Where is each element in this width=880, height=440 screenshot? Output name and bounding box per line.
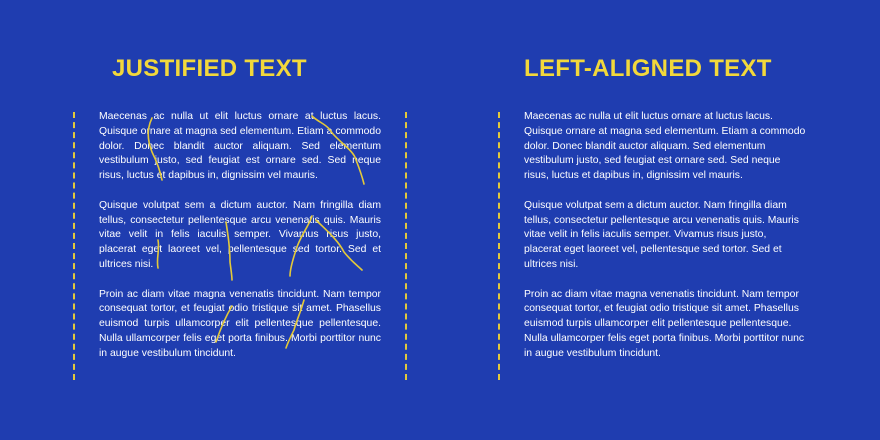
left-aligned-text-column bbox=[524, 110, 806, 376]
left-aligned-text-title: LEFT-ALIGNED TEXT bbox=[524, 55, 772, 82]
left-margin-guide bbox=[73, 112, 75, 380]
paragraph: Maecenas ac nulla ut elit luctus ornare at luctus lacus. Quisque ornare at magna sed elementum. Etiam a commodo dolor. Donec blandit auctor aliquam. Sed elementum vestibulum justo, sed feugiat est ornare sed. Sed neque risus, luctus et dapibus in, dignissim vel mauris. bbox=[524, 111, 806, 182]
paragraph: Maecenas ac nulla ut elit luctus ornare at luctus lacus. Quisque ornare at magna sed elementum. Etiam a commodo dolor. Donec blandit auctor aliquam. Sed elementum vestibulum justo, sed feugiat est ornare sed. Sed neque risus, luctus et dapibus in, dignissim vel mauris. bbox=[99, 111, 381, 182]
right-margin-guide bbox=[405, 112, 407, 380]
paragraph: Proin ac diam vitae magna venenatis tincidunt. Nam tempor consequat tortor, et feugiat odio tristique sit amet. Phasellus euismod turpis ullamcorper elit pellentesque pellentesque. Nulla ullamcorper felis eget porta finibus. Morbi porttitor nunc in augue vestibulum tincidunt. bbox=[99, 288, 381, 359]
paragraph: Proin ac diam vitae magna venenatis tincidunt. Nam tempor consequat tortor, et feugiat odio tristique sit amet. Phasellus euismod turpis ullamcorper elit pellentesque pellentesque. Nulla ullamcorper felis eget porta finibus. Morbi porttitor nunc in augue vestibulum tincidunt. bbox=[524, 288, 805, 359]
paragraph: Quisque volutpat sem a dictum auctor. Nam fringilla diam tellus, consectetur pellentesque arcu venenatis quis. Mauris vitae velit in felis iaculis semper. Vivamus risus justo, placerat eget laoreet vel, pellentesque sed tortor. Sed et ultrices nisi. bbox=[524, 199, 799, 270]
left-aligned-margin-guide bbox=[498, 112, 500, 380]
paragraph: Quisque volutpat sem a dictum auctor. Nam fringilla diam tellus, consectetur pellentesque arcu venenatis quis. Mauris vitae velit in felis iaculis semper. Vivamus risus justo, placerat eget laoreet vel, pellentesque sed tortor. Sed et ultrices nisi. bbox=[99, 199, 381, 270]
justified-text-column bbox=[99, 110, 381, 376]
justified-text-title: JUSTIFIED TEXT bbox=[112, 55, 307, 82]
